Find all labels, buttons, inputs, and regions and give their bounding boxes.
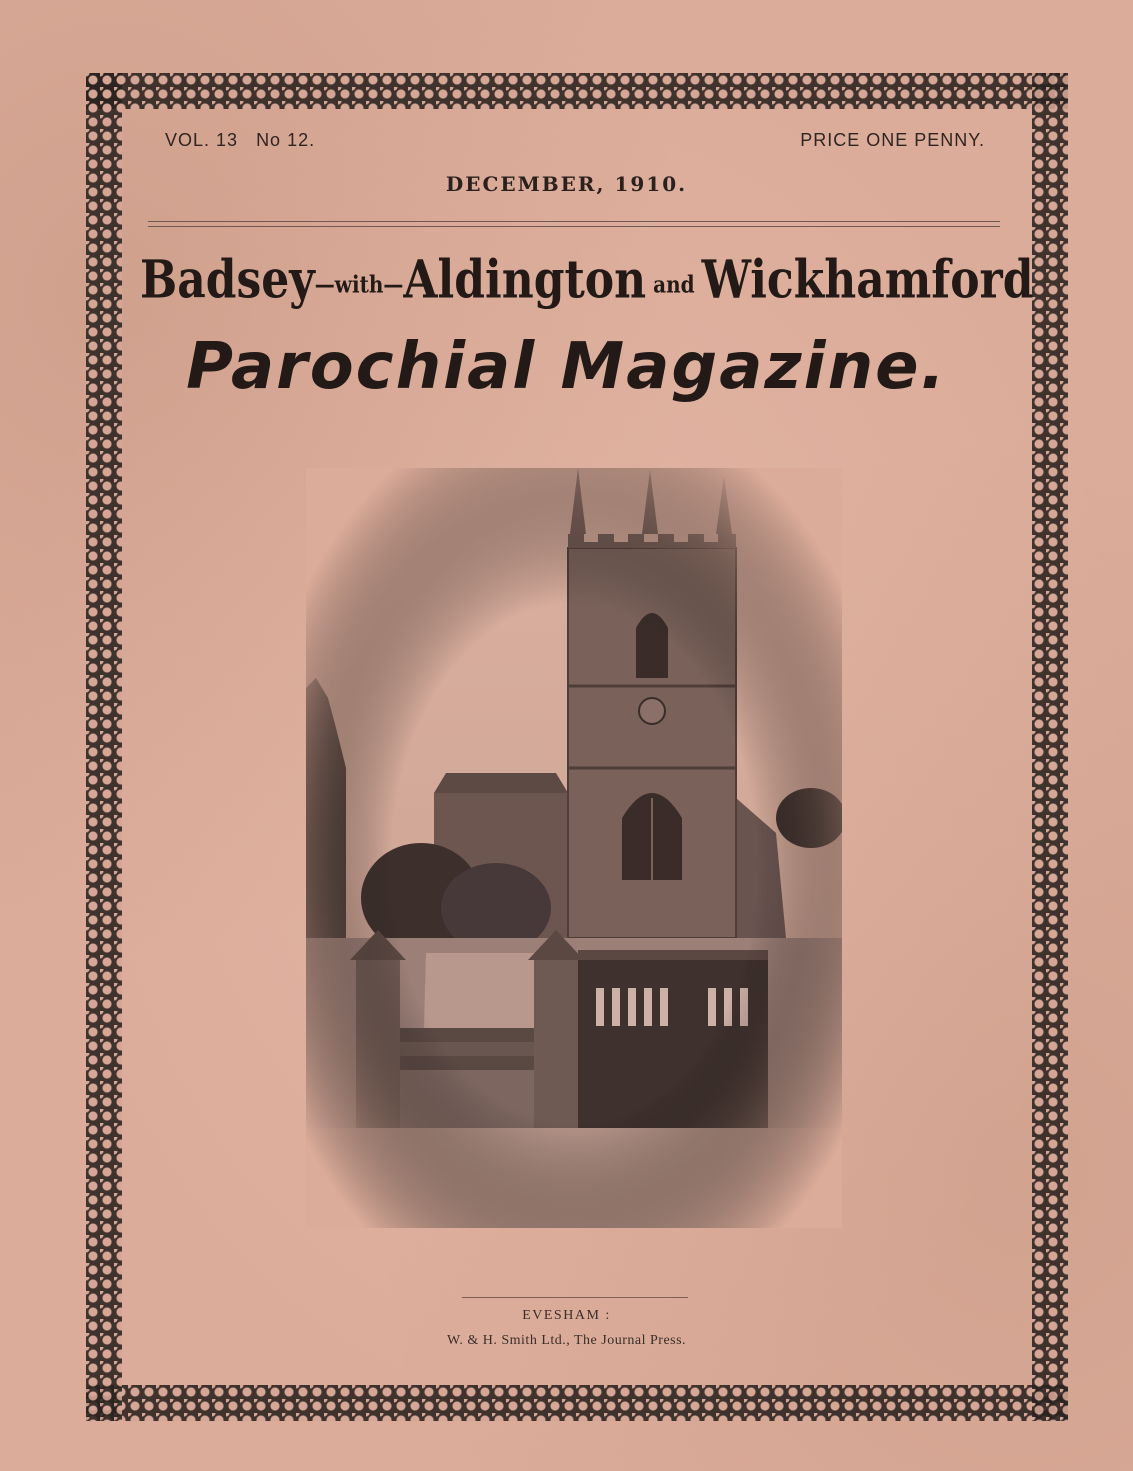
border-left	[86, 73, 122, 1421]
connector-and: and	[646, 269, 702, 299]
issue-number: No 12.	[256, 130, 316, 150]
magazine-title: Parochial Magazine.	[186, 330, 947, 404]
border-bottom	[86, 1385, 1068, 1421]
footer-rule	[462, 1297, 688, 1298]
publisher-name: W. & H. Smith Ltd., The Journal Press.	[446, 1333, 687, 1348]
header-rule	[148, 221, 1000, 222]
church-photograph	[306, 468, 842, 1228]
volume-label: VOL. 13	[165, 130, 239, 150]
issue-date: DECEMBER, 1910.	[445, 172, 688, 196]
border-right	[1032, 73, 1068, 1421]
publisher-place: EVESHAM :	[522, 1308, 611, 1323]
place-aldington: Aldington	[403, 250, 647, 311]
parishes-heading	[140, 250, 1034, 311]
place-badsey: Badsey	[140, 250, 315, 311]
price-label: PRICE ONE PENNY.	[800, 130, 985, 150]
place-wickhamford: Wickhamford	[701, 250, 1034, 311]
border-top	[86, 73, 1068, 109]
header-rule-second	[148, 226, 1000, 227]
volume-number	[165, 130, 315, 151]
connector-with: —with—	[314, 269, 404, 299]
